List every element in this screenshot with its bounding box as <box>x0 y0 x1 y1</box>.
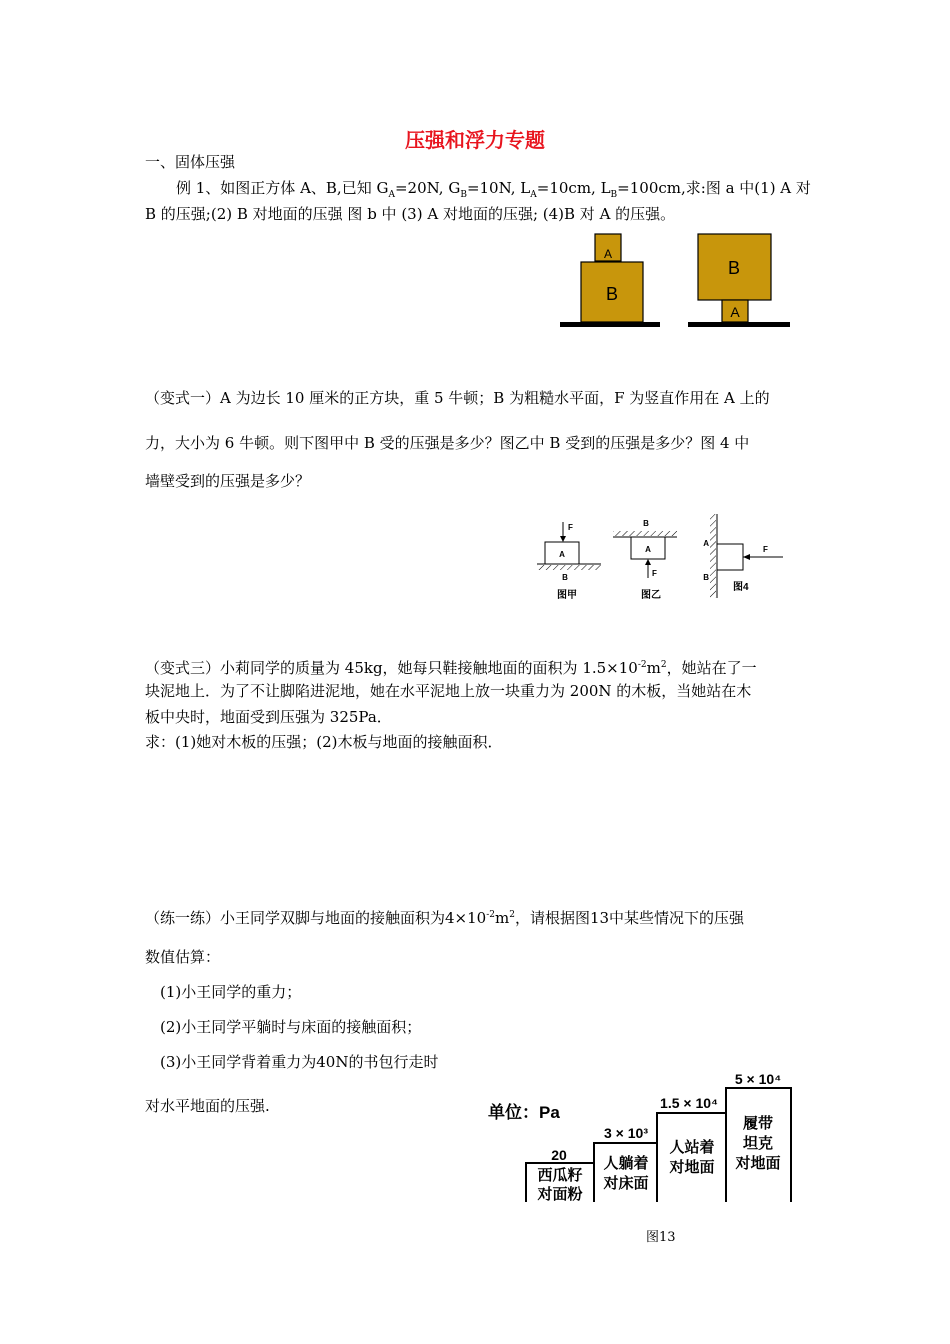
fig13-label-4c: 对地面 <box>735 1155 781 1172</box>
practice-q3: (3)小王同学背着重力为40N的书包行走时 <box>160 1053 439 1071</box>
fig13-label-1a: 西瓜籽 <box>537 1167 583 1184</box>
figure13-steps <box>482 1066 822 1206</box>
variant3-line1: （变式三）小莉同学的质量为 45kg，她每只鞋接触地面的面积为 $1.5\times 10^{-2}m^2$，她站在了一 <box>145 659 757 677</box>
yi-caption: 图乙 <box>641 590 661 601</box>
block-figures <box>555 228 800 332</box>
yi-a-label: A <box>645 545 651 554</box>
fig13-unit: 单位：Pa <box>488 1103 560 1122</box>
jia-caption: 图甲 <box>557 590 577 601</box>
variant1-line1: （变式一）A 为边长 10 厘米的正方块，重 5 牛顿；B 为粗糙水平面，F 为竖直作用在 A 上的 <box>145 389 770 407</box>
variant1-line3: 墙壁受到的压强是多少？ <box>145 472 311 490</box>
jia-b-label: B <box>562 573 568 582</box>
variant1-line2: 力，大小为 6 牛顿。则下图甲中 B 受的压强是多少？图乙中 B 受到的压强是多少？图 4 中 <box>145 434 750 452</box>
fig13-label-3a: 人站着 <box>669 1139 715 1156</box>
wall-a-label: A <box>703 539 709 548</box>
practice-q1: (1)小王同学的重力； <box>160 983 302 1001</box>
practice-q3-cont: 对水平地面的压强. <box>145 1097 270 1115</box>
jia-f-label: F <box>568 523 573 532</box>
example1-line2: B 的压强;(2) B 对地面的压强 图 b 中 (3) A 对地面的压强; (4)B 对 A 的压强。 <box>145 205 676 223</box>
page-title: 压强和浮力专题 <box>405 128 545 152</box>
figure-wall <box>703 514 783 598</box>
variant3-line4: 求：(1)她对木板的压强；(2)木板与地面的接触面积． <box>145 733 503 751</box>
fig13-value-4: 5 × 10⁴ <box>734 1071 782 1087</box>
fig13-value-1: 20 <box>551 1147 567 1163</box>
section-heading: 一、固体压强 <box>145 153 236 171</box>
figure-jia <box>537 522 601 601</box>
practice-line2: 数值估算： <box>145 948 221 966</box>
fig13-label-4a: 履带 <box>742 1115 774 1132</box>
block-b2-label: B <box>727 258 741 278</box>
fig13-value-3: 1.5 × 10⁴ <box>660 1095 718 1111</box>
yi-b-label: B <box>643 519 649 528</box>
wall-b-label: B <box>703 573 709 582</box>
variant3-line2: 块泥地上．为了不让脚陷进泥地，她在水平泥地上放一块重力为 200N 的木板，当她站在木 <box>145 682 752 700</box>
yi-f-label: F <box>652 569 657 578</box>
ground-b <box>688 322 790 327</box>
block-b-label: B <box>605 284 619 304</box>
fig13-value-2: 3 × 10³ <box>604 1125 648 1141</box>
fig13-label-2a: 人躺着 <box>603 1155 649 1172</box>
example1-line1: 例 1、如图正方体 A、B,已知 $G_A=20N$, $G_B=10N$, $L_A=10cm$, $L_B=100cm$,求:图 a 中(1) A 对 <box>176 179 811 200</box>
wall-f-label: F <box>763 545 768 554</box>
figure-b <box>688 234 790 327</box>
fig13-label-2b: 对床面 <box>603 1175 649 1192</box>
block-a-label: A <box>603 247 613 261</box>
fig13-label-1b: 对面粉 <box>537 1186 583 1203</box>
practice-q2: (2)小王同学平躺时与床面的接触面积； <box>160 1018 422 1036</box>
fig13-label-3b: 对地面 <box>669 1159 715 1176</box>
figure-yi <box>613 519 677 601</box>
variant3-line3: 板中央时，地面受到压强为 325Pa． <box>145 708 392 726</box>
block-a2-label: A <box>730 304 740 320</box>
fig13-label-4b: 坦克 <box>742 1135 774 1152</box>
ground-a <box>560 322 660 327</box>
wall-caption: 图4 <box>733 582 749 593</box>
practice-line1: （练一练）小王同学双脚与地面的接触面积为$4\times 10^{-2}m^2$，请根据图13中某些情况下的压强 <box>145 909 745 927</box>
fig13-caption: 图13 <box>646 1230 676 1245</box>
jia-a-label: A <box>559 550 565 559</box>
force-figures <box>533 512 788 604</box>
figure-a <box>560 234 660 327</box>
